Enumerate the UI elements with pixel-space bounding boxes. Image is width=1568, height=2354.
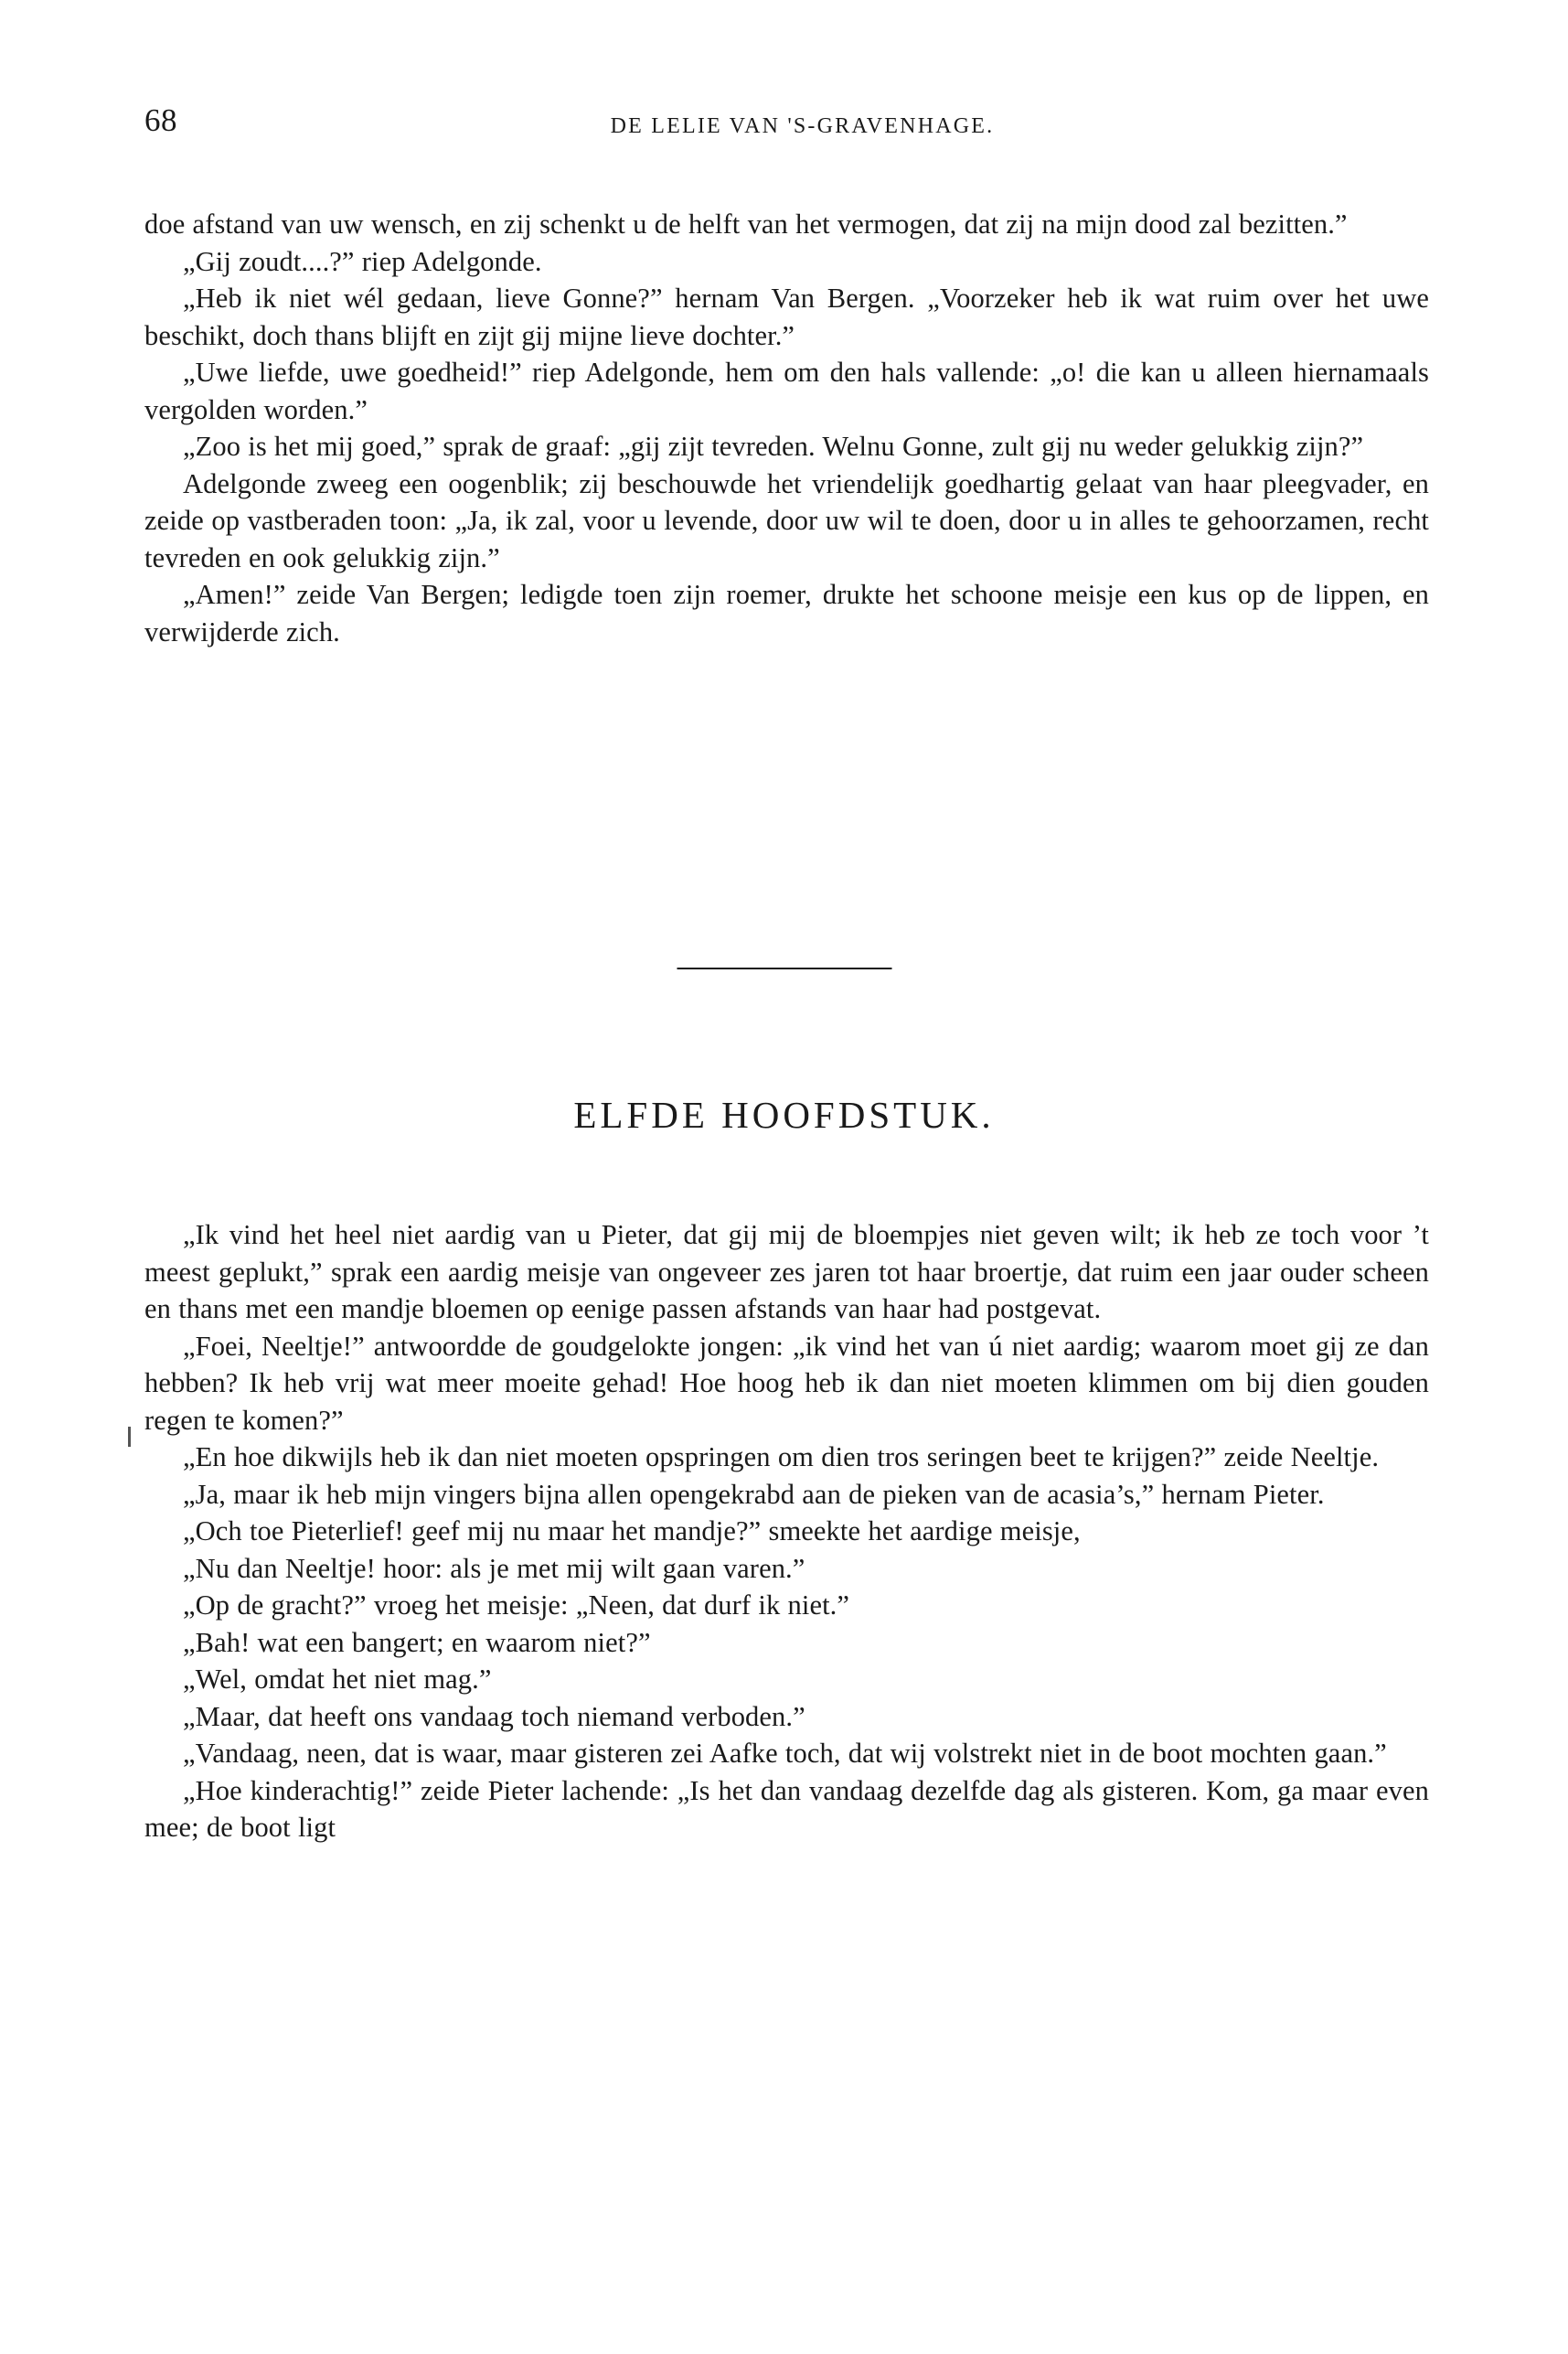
paragraph: Adelgonde zweeg een oogenblik; zij beschouwde het vriendelijk goedhartig gelaat van haar pleegvader, en zeide op vastberaden toon: „Ja, ik zal, voor u levende, door uw wil te doen, door u in alles te gehoorzamen, recht tevreden en ook gelukkig zijn.” [144, 467, 1429, 573]
paragraph: „Zoo is het mij goed,” sprak de graaf: „gij zijt tevreden. Welnu Gonne, zult gij nu weder gelukkig zijn?” [183, 431, 1364, 462]
page-number: 68 [144, 102, 177, 138]
paragraph: „Maar, dat heeft ons vandaag toch niemand verboden.” [183, 1700, 805, 1732]
body-text-bottom [144, 1216, 1429, 1846]
paragraph: „Uwe liefde, uwe goedheid!” riep Adelgonde, hem om den hals vallende: „o! die kan u alleen hiernamaals vergolden worden.” [144, 357, 1429, 425]
body-text-top [144, 206, 1429, 650]
paragraph: „Gij zoudt....?” riep Adelgonde. [183, 245, 542, 277]
margin-mark [128, 1427, 131, 1447]
section-divider [677, 968, 891, 969]
paragraph: „En hoe dikwijls heb ik dan niet moeten opspringen om dien tros seringen beet te krijgen?” zeide Neeltje. [183, 1441, 1380, 1472]
paragraph: „Ja, maar ik heb mijn vingers bijna allen opengekrabd aan de pieken van de acasia’s,” hernam Pieter. [183, 1478, 1325, 1510]
paragraph: „Hoe kinderachtig!” zeide Pieter lachende: „Is het dan vandaag dezelfde dag als gisteren. Kom, ga maar even mee; de boot ligt [144, 1774, 1429, 1843]
running-head: DE LELIE VAN 'S-GRAVENHAGE. [610, 114, 995, 138]
paragraph: „Amen!” zeide Van Bergen; ledigde toen zijn roemer, drukte het schoone meisje een kus op de lippen, en verwijderde zich. [144, 579, 1429, 647]
paragraph: „Nu dan Neeltje! hoor: als je met mij wilt gaan varen.” [183, 1552, 805, 1584]
paragraph: „Bah! wat een bangert; en waarom niet?” [183, 1626, 651, 1658]
paragraph: „Foei, Neeltje!” antwoordde de goudgelokte jongen: „ik vind het van ú niet aardig; waarom moet gij ze dan hebben? Ik heb vrij wat meer moeite gehad! Hoe hoog heb ik dan niet moeten klimmen om bij dien gouden regen te komen?” [144, 1330, 1429, 1436]
paragraph: „Heb ik niet wél gedaan, lieve Gonne?” hernam Van Bergen. „Voorzeker heb ik wat ruim over het uwe beschikt, doch thans blijft en zijt gij mijne lieve dochter.” [144, 283, 1429, 351]
chapter-title: ELFDE HOOFDSTUK. [573, 1094, 995, 1136]
paragraph: „Op de gracht?” vroeg het meisje: „Neen, dat durf ik niet.” [183, 1589, 850, 1621]
paragraph: doe afstand van uw wensch, en zij schenkt u de helft van het vermogen, dat zij na mijn dood zal bezitten.” [144, 209, 1348, 240]
paragraph: „Och toe Pieterlief! geef mij nu maar het mandje?” smeekte het aardige meisje, [183, 1515, 1081, 1546]
paragraph: „Vandaag, neen, dat is waar, maar gisteren zei Aafke toch, dat wij volstrekt niet in de boot mochten gaan.” [183, 1738, 1387, 1769]
paragraph: „Wel, omdat het niet mag.” [183, 1664, 492, 1695]
paragraph: „Ik vind het heel niet aardig van u Pieter, dat gij mij de bloempjes niet geven wilt; ik heb ze toch voor ’t meest geplukt,” sprak een aardig meisje van ongeveer zes jaren tot haar broertje, dat ruim een jaar ouder scheen en thans met een mandje bloemen op eenige passen afstands van haar had postgevat. [144, 1219, 1429, 1324]
